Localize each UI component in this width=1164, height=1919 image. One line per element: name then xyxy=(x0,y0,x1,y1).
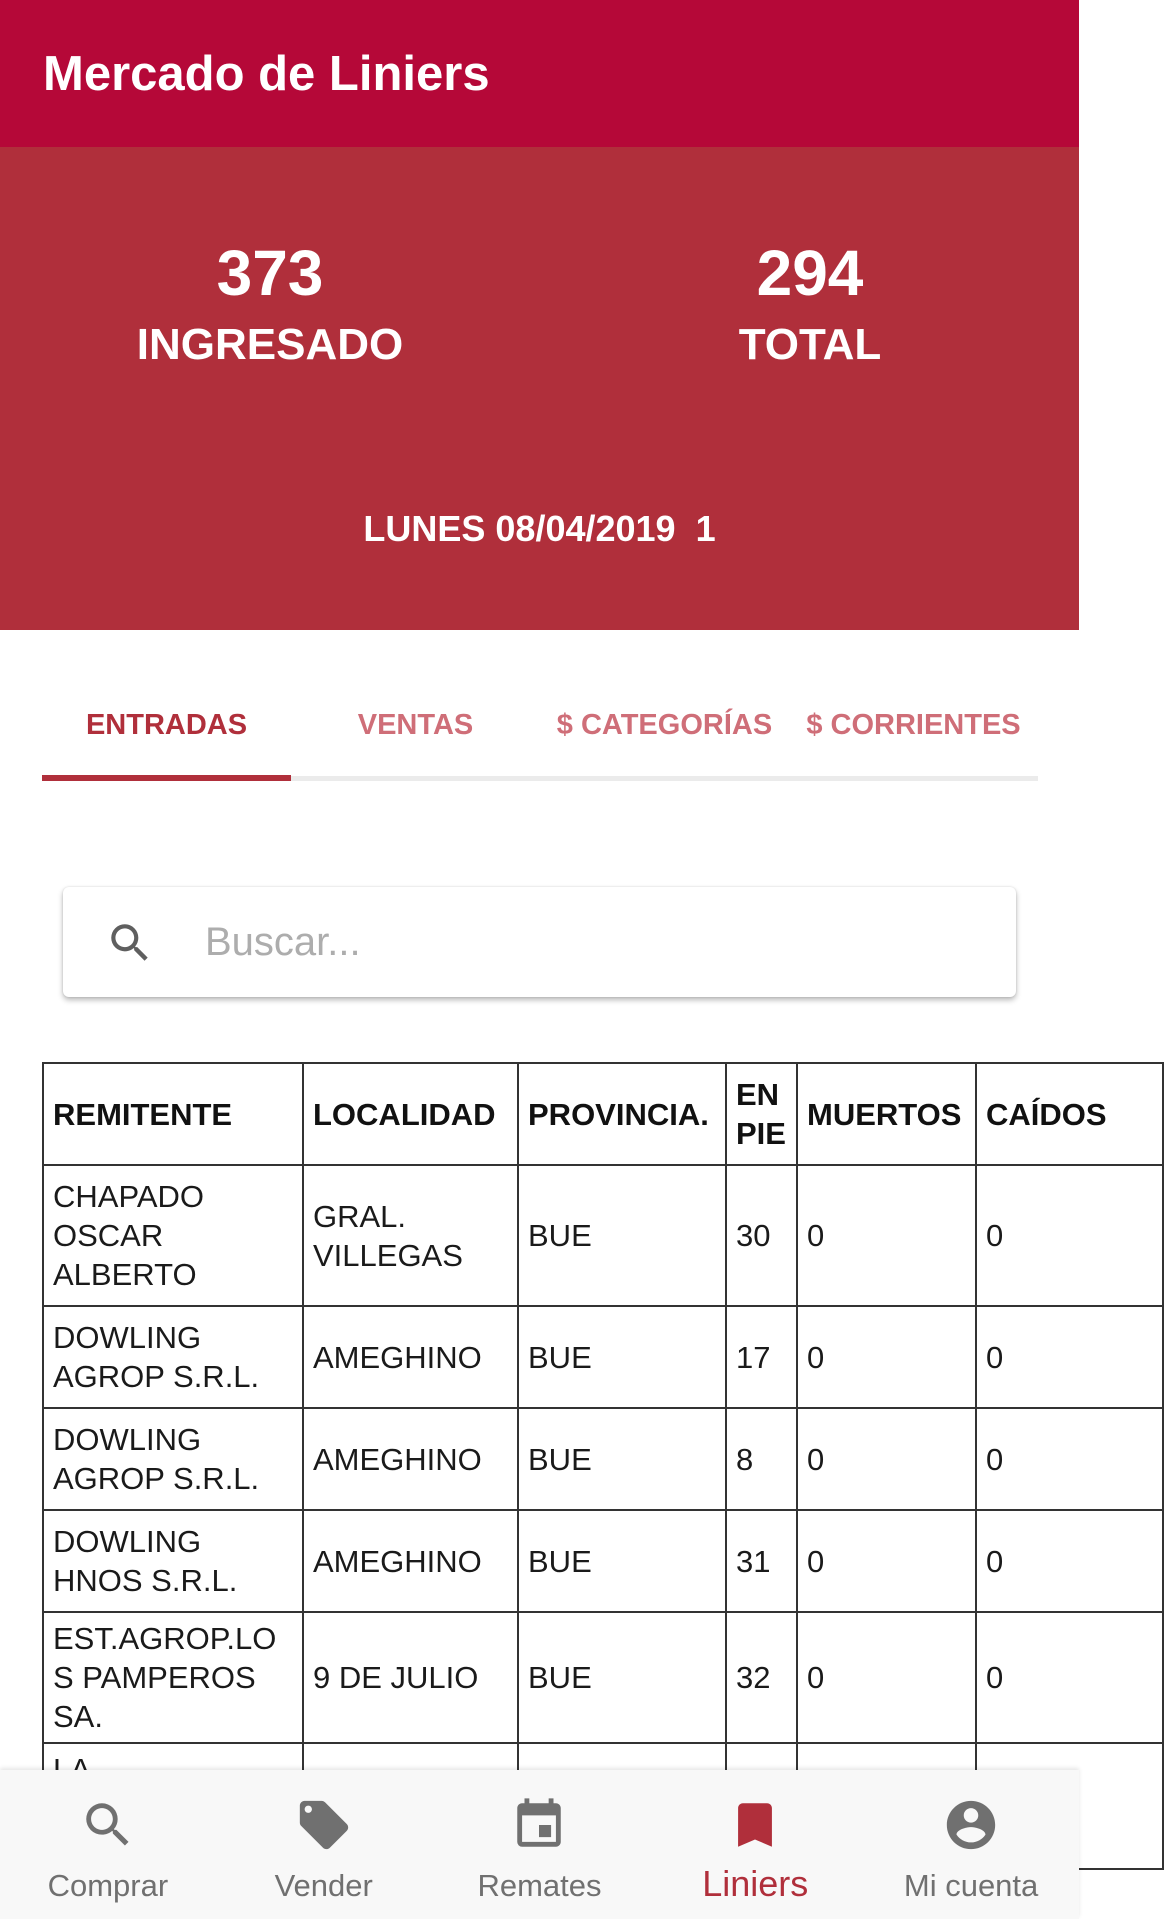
app-title: Mercado de Liniers xyxy=(43,47,490,101)
nav-item-mi-cuenta[interactable] xyxy=(863,1770,1079,1919)
bottom-navigation xyxy=(0,1770,1079,1919)
tab-entradas[interactable]: ENTRADAS xyxy=(85,709,248,741)
cell-caidos: 0 xyxy=(976,1165,1163,1306)
nav-item-vender[interactable] xyxy=(216,1770,432,1919)
search-input[interactable] xyxy=(205,900,995,984)
cell-remitente: DOWLING AGROP S.R.L. xyxy=(43,1306,303,1408)
tab-bar xyxy=(42,685,1038,781)
cell-localidad: AMEGHINO xyxy=(303,1408,518,1510)
ingresado-value: 373 xyxy=(216,237,324,309)
cell-remitente: CHAPADO OSCAR ALBERTO xyxy=(43,1165,303,1306)
total-stat xyxy=(630,235,990,373)
cell-localidad: AMEGHINO xyxy=(303,1306,518,1408)
cell-muertos: 0 xyxy=(797,1510,976,1612)
cell-provincia: BUE xyxy=(518,1306,726,1408)
cell-remitente: DOWLING HNOS S.R.L. xyxy=(43,1510,303,1612)
column-header-muertos: MUERTOS xyxy=(797,1063,976,1165)
cell-caidos: 0 xyxy=(976,1510,1163,1612)
search-icon xyxy=(105,918,155,968)
ingresado-stat xyxy=(90,235,450,373)
cell-provincia: BUE xyxy=(518,1612,726,1743)
entries-table-scroll[interactable] xyxy=(42,1062,1107,1770)
cell-en-pie: 30 xyxy=(726,1165,797,1306)
column-header-localidad: LOCALIDAD xyxy=(303,1063,518,1165)
table-header-row xyxy=(43,1063,1163,1165)
calendar-icon xyxy=(432,1796,648,1854)
total-value: 294 xyxy=(756,237,864,309)
nav-label-comprar: Comprar xyxy=(47,1868,169,1903)
tab-active-indicator xyxy=(42,775,291,781)
total-label: TOTAL xyxy=(738,320,882,369)
ingresado-label: INGRESADO xyxy=(136,320,404,369)
table-row[interactable] xyxy=(43,1510,1163,1612)
cell-localidad: AMEGHINO xyxy=(303,1510,518,1612)
cell-provincia: BUE xyxy=(518,1408,726,1510)
nav-label-remates: Remates xyxy=(477,1868,602,1903)
account-circle-icon xyxy=(863,1796,1079,1854)
cell-remitente: DOWLING AGROP S.R.L. xyxy=(43,1408,303,1510)
cell-en-pie: 8 xyxy=(726,1408,797,1510)
tab-categorias[interactable]: $ CATEGORÍAS xyxy=(556,709,773,741)
column-header-en-pie: EN PIE xyxy=(726,1063,797,1165)
cell-caidos: 0 xyxy=(976,1612,1163,1743)
table-row[interactable] xyxy=(43,1306,1163,1408)
cell-remitente: EST.AGROP.LOS PAMPEROS SA. xyxy=(43,1612,303,1743)
cell-muertos: 0 xyxy=(797,1612,976,1743)
tab-corrientes[interactable]: $ CORRIENTES xyxy=(806,709,1021,741)
nav-label-liniers: Liniers xyxy=(702,1863,809,1904)
table-row[interactable] xyxy=(43,1165,1163,1306)
bookmark-icon xyxy=(647,1796,863,1854)
nav-item-liniers[interactable] xyxy=(647,1770,863,1919)
nav-item-remates[interactable] xyxy=(432,1770,648,1919)
entries-table xyxy=(42,1062,1164,1870)
cell-muertos: 0 xyxy=(797,1306,976,1408)
nav-label-vender: Vender xyxy=(274,1868,373,1903)
table-row[interactable] xyxy=(43,1408,1163,1510)
column-header-remitente: REMITENTE xyxy=(43,1063,303,1165)
app-bar xyxy=(0,0,1079,147)
cell-localidad: GRAL. VILLEGAS xyxy=(303,1165,518,1306)
cell-en-pie: 32 xyxy=(726,1612,797,1743)
market-date: LUNES 08/04/2019 1 xyxy=(363,508,716,549)
column-header-caidos: CAÍDOS xyxy=(976,1063,1163,1165)
column-header-provincia: PROVINCIA. xyxy=(518,1063,726,1165)
cell-caidos: 0 xyxy=(976,1306,1163,1408)
tag-icon xyxy=(216,1796,432,1854)
nav-item-comprar[interactable] xyxy=(0,1770,216,1919)
nav-label-mi-cuenta: Mi cuenta xyxy=(903,1868,1039,1903)
cell-en-pie: 17 xyxy=(726,1306,797,1408)
summary-panel xyxy=(0,147,1079,630)
cell-muertos: 0 xyxy=(797,1165,976,1306)
tab-ventas[interactable]: VENTAS xyxy=(357,709,474,741)
cell-en-pie: 31 xyxy=(726,1510,797,1612)
cell-caidos: 0 xyxy=(976,1408,1163,1510)
search-icon xyxy=(0,1796,216,1854)
cell-localidad: 9 DE JULIO xyxy=(303,1612,518,1743)
table-row[interactable] xyxy=(43,1612,1163,1743)
cell-muertos: 0 xyxy=(797,1408,976,1510)
cell-provincia: BUE xyxy=(518,1165,726,1306)
cell-provincia: BUE xyxy=(518,1510,726,1612)
